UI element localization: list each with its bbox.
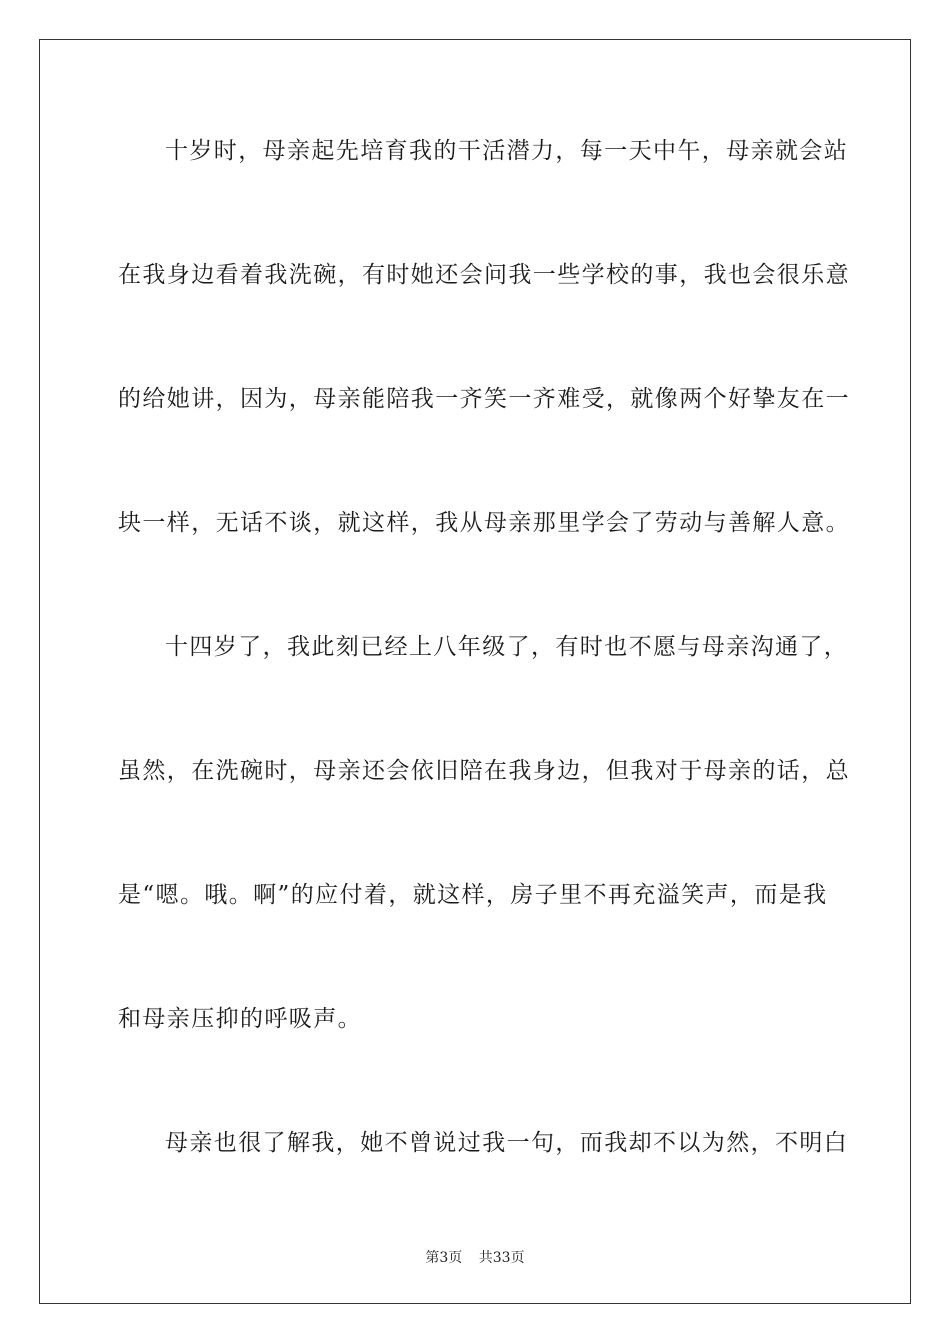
page-border [39,39,911,1304]
page-total: 共33页 [478,1250,525,1266]
paragraph-line: 虽然，在洗碗时，母亲还会依旧陪在我身边，但我对于母亲的话，总 [118,758,850,784]
page-number: 第3页 [425,1250,463,1266]
paragraph-line: 十四岁了，我此刻已经上八年级了，有时也不愿与母亲沟通了， [165,634,849,660]
page-footer [0,1247,950,1267]
paragraph-line: 十岁时，母亲起先培育我的干活潜力，每一天中午，母亲就会站 [165,138,849,164]
paragraph-line: 的给她讲，因为，母亲能陪我一齐笑一齐难受，就像两个好挚友在一 [118,386,850,412]
paragraph-line: 母亲也很了解我，她不曾说过我一句，而我却不以为然，不明白 [165,1130,849,1156]
paragraph-line: 在我身边看着我洗碗，有时她还会问我一些学校的事，我也会很乐意 [118,262,850,288]
paragraph-line: 块一样，无话不谈，就这样，我从母亲那里学会了劳动与善解人意。 [118,510,850,536]
paragraph-line: 是“嗯。哦。啊”的应付着，就这样，房子里不再充溢笑声，而是我 [118,882,828,908]
paragraph-line: 和母亲压抑的呼吸声。 [118,1006,362,1032]
